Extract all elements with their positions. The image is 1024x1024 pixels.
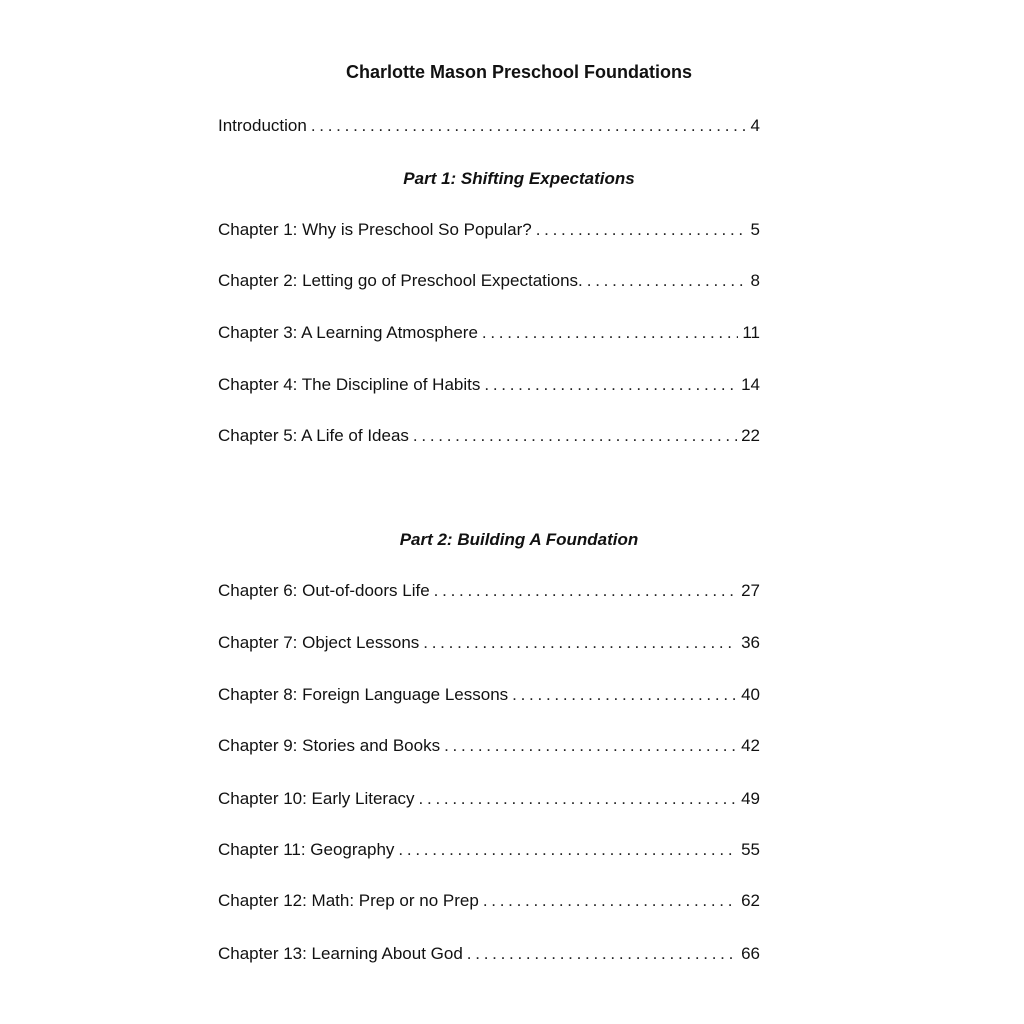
toc-entry-introduction [218,116,760,136]
entry-page: 42 [741,736,760,755]
entry-label: Chapter 6: Out-of-doors Life [218,581,430,600]
dot-leader [483,891,737,911]
toc-entry [218,633,760,653]
entry-label: Chapter 12: Math: Prep or no Prep [218,891,479,910]
dot-leader [311,116,747,136]
entry-label: Chapter 11: Geography [218,840,395,859]
toc-entry [218,323,760,343]
dot-leader [423,633,737,653]
toc-entry [218,220,760,240]
entry-page: 14 [741,375,760,394]
dot-leader [512,685,737,705]
dot-leader [587,271,747,291]
part-heading: Part 2: Building A Foundation [399,530,639,549]
toc-entry [218,789,760,809]
entry-label: Chapter 4: The Discipline of Habits [218,375,481,394]
toc-entry [218,944,760,964]
toc-entry [218,840,760,860]
dot-leader [419,789,738,809]
entry-page: 62 [741,891,760,910]
entry-label: Chapter 1: Why is Preschool So Popular? [218,220,532,239]
dot-leader [413,426,737,446]
entry-label: Chapter 8: Foreign Language Lessons [218,685,509,704]
entry-page: 55 [741,840,760,859]
dot-leader [484,375,737,395]
toc-entry [218,736,760,756]
entry-page: 66 [741,944,760,963]
entry-page: 22 [741,426,760,445]
dot-leader [398,840,737,860]
toc-entry [218,891,760,911]
toc-entry [218,685,760,705]
entry-page: 40 [741,685,760,704]
dot-leader [536,220,747,240]
entry-label: Chapter 13: Learning About God [218,944,463,963]
entry-label: Chapter 3: A Learning Atmosphere [218,323,478,342]
entry-page: 5 [750,220,760,239]
entry-page: 36 [741,633,760,652]
entry-page: 4 [750,116,760,135]
part-heading: Part 1: Shifting Expectations [403,169,635,188]
entry-label: Chapter 10: Early Literacy [218,789,415,808]
toc-title: Charlotte Mason Preschool Foundations [345,62,693,82]
entry-label: Chapter 7: Object Lessons [218,633,420,652]
entry-label: Chapter 2: Letting go of Preschool Expectations. [218,271,583,290]
entry-page: 8 [750,271,760,290]
toc-entry [218,581,760,601]
entry-page: 27 [741,581,760,600]
toc-entry [218,426,760,446]
entry-label: Introduction [218,116,307,135]
dot-leader [444,736,737,756]
toc-entry [218,271,760,291]
entry-label: Chapter 9: Stories and Books [218,736,441,755]
entry-label: Chapter 5: A Life of Ideas [218,426,409,445]
toc-entry [218,375,760,395]
entry-page: 11 [742,323,760,342]
dot-leader [434,581,737,601]
dot-leader [467,944,737,964]
dot-leader [482,323,738,343]
entry-page: 49 [741,789,760,808]
